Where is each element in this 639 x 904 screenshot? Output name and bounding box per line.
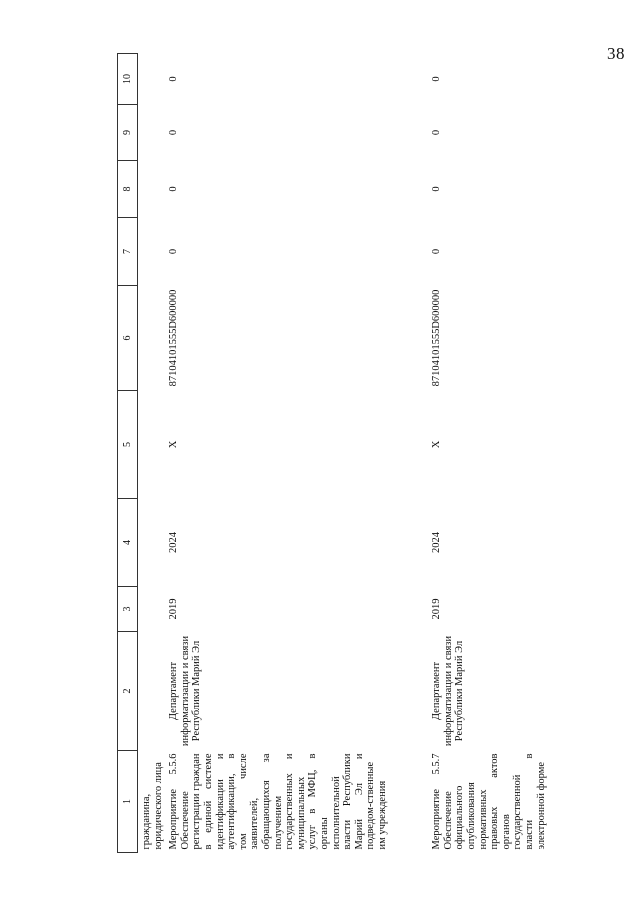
continuation-row: [138, 54, 166, 853]
col5-cell: Х: [168, 440, 180, 449]
end-year-cell: 2024: [431, 532, 443, 553]
program-measures-table: [117, 53, 631, 853]
start-year-cell: 2019: [168, 598, 180, 620]
header-col-3: 3: [118, 587, 138, 632]
col5-cell: Х: [431, 440, 443, 449]
code-cell: 87104101555D600000: [168, 289, 180, 387]
table-row: [428, 54, 631, 853]
measure-cell: Мероприятие 5.5.6 Обеспечение регистрации граждан в единой системе идентификации и аутентификации, в том числе заявителей, обращающихся за получением государственных и муниципальных услуг в МФЦ, в органы исполнительной власти Республики Марий Эл и подведом-ственные им учреждения: [168, 753, 388, 850]
measure-cell: Мероприятие 5.5.7 Обеспечение официального опубликования нормативных правовых актов органов государственной власти в электронной форме: [431, 753, 547, 850]
header-col-5: 5: [118, 391, 138, 499]
header-col-10: 10: [118, 54, 138, 105]
executor-cell: Департамент информатизации и связи Республики Марий Эл: [431, 635, 466, 747]
header-col-6: 6: [118, 286, 138, 391]
value-col8-cell: 0: [431, 186, 443, 192]
end-year-cell: 2024: [168, 532, 180, 553]
start-year-cell: 2019: [431, 598, 443, 620]
header-col-7: 7: [118, 218, 138, 286]
executor-cell: Департамент информатизации и связи Республики Марий Эл: [168, 635, 203, 747]
header-col-2: 2: [118, 632, 138, 751]
value-col10-cell: 0: [431, 76, 443, 82]
rotated-table-wrapper: [117, 54, 612, 853]
value-col9-cell: 0: [431, 129, 443, 136]
code-cell: 87104101555D600000: [431, 289, 443, 387]
value-col10-cell: 0: [168, 76, 180, 82]
table-row: [165, 54, 428, 853]
value-col7-cell: 0: [168, 248, 180, 255]
continuation-text: гражданина, юридического лица: [141, 762, 164, 850]
header-col-8: 8: [118, 161, 138, 218]
header-col-1: 1: [118, 751, 138, 853]
value-col8-cell: 0: [168, 186, 180, 192]
header-col-9: 9: [118, 105, 138, 161]
value-col7-cell: 0: [431, 248, 443, 255]
header-col-4: 4: [118, 499, 138, 587]
value-col9-cell: 0: [168, 129, 180, 136]
header-row: [118, 54, 138, 853]
page-number: 38: [607, 44, 625, 63]
